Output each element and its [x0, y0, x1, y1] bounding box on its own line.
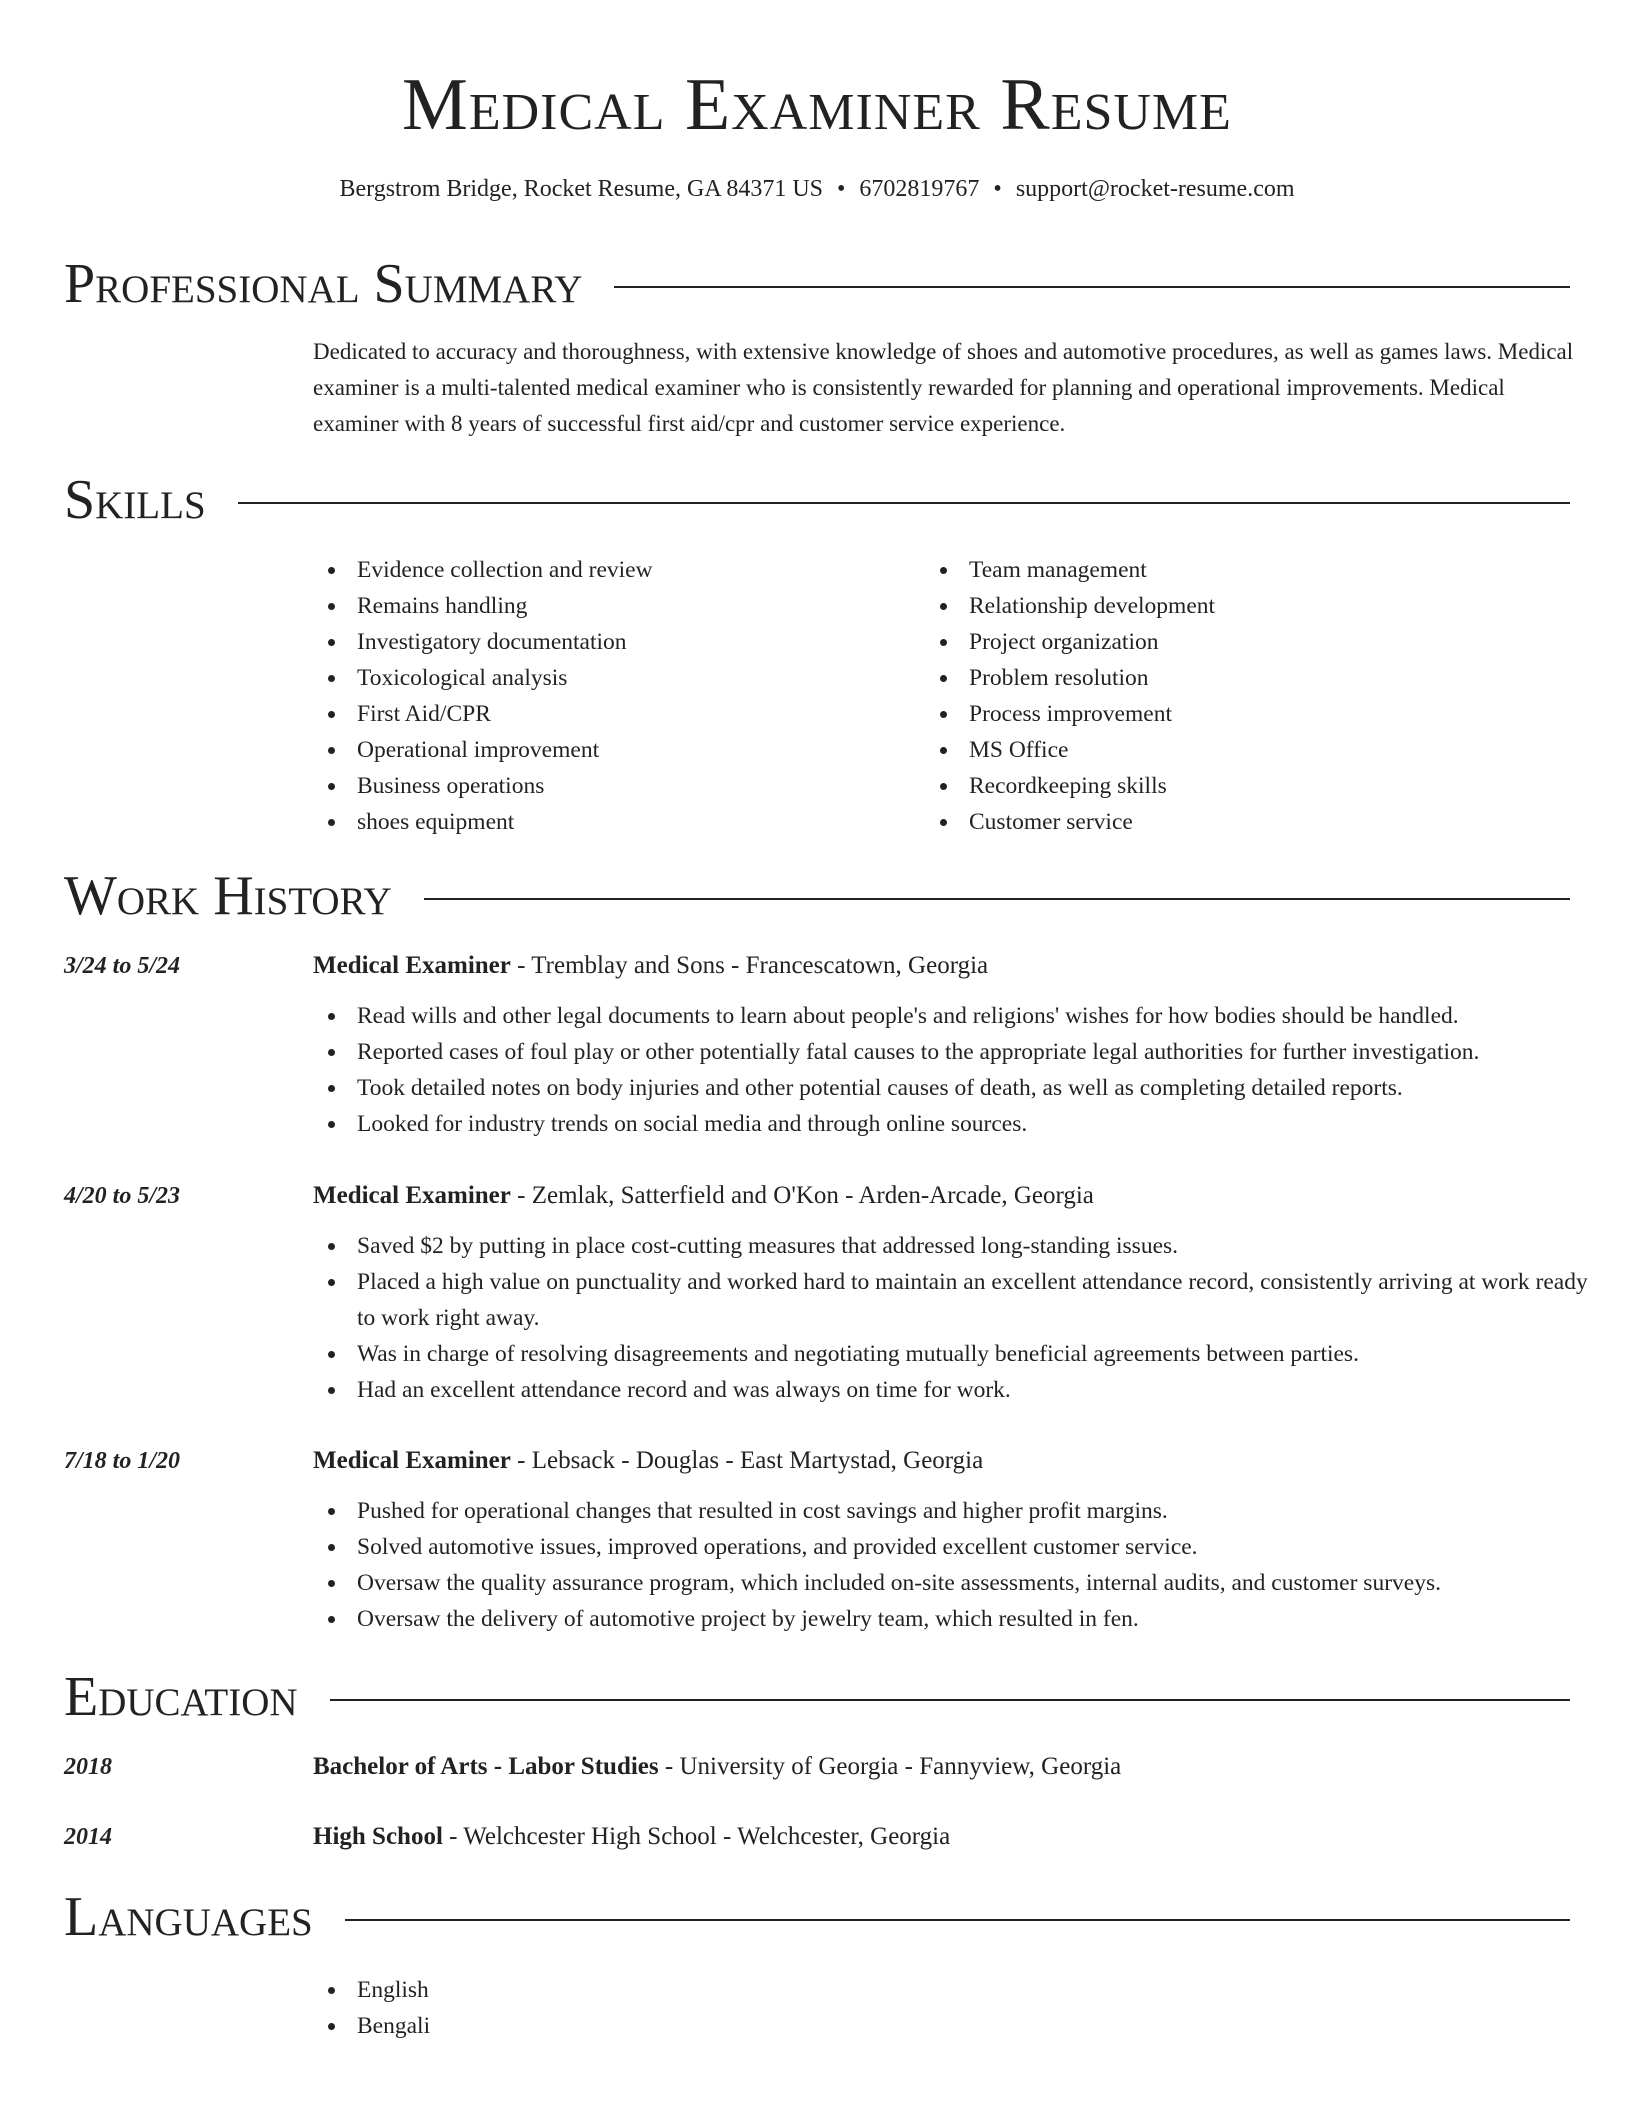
work-heading: Work History [64, 865, 392, 927]
section-divider [238, 502, 1570, 504]
skill-item: Investigatory documentation [313, 624, 653, 660]
job-employer: - Lebsack - Douglas - East Martystad, Georgia [510, 1447, 984, 1474]
job-bullets [313, 1228, 1593, 1408]
job-role-line [313, 1180, 1094, 1212]
contact-separator: • [837, 176, 846, 202]
resume-title: Medical Examiner Resume [402, 64, 1232, 146]
skill-item: Operational improvement [313, 732, 653, 768]
job-bullet: Read wills and other legal documents to learn about people's and religions' wishes for how bodies should be handled. [313, 998, 1593, 1034]
job-bullet: Placed a high value on punctuality and worked hard to maintain an excellent attendance record, consistently arriving at work ready to work right away. [313, 1264, 1593, 1336]
summary-text: Dedicated to accuracy and thoroughness, with extensive knowledge of shoes and automotive procedures, as well as games laws. Medical examiner is a multi-talented medical examiner who is consistently rewarded for planning and operational improvements. Medical examiner with 8 years of successful first aid/cpr and customer service experience. [313, 339, 1574, 436]
summary-section-heading [64, 252, 1570, 316]
skill-item: Remains handling [313, 588, 653, 624]
education-school: - Welchcester High School - Welchcester, Georgia [442, 1823, 951, 1850]
job-role-line [313, 1445, 983, 1477]
language-item: Bengali [313, 2008, 430, 2044]
job-bullet: Saved $2 by putting in place cost-cutting measures that addressed long-standing issues. [313, 1228, 1593, 1264]
job-dates: 3/24 to 5/24 [64, 953, 181, 979]
job-title: Medical Examiner [313, 952, 511, 979]
section-divider [614, 286, 1570, 288]
skill-item: Customer service [925, 804, 1215, 840]
education-year: 2018 [64, 1754, 112, 1780]
skill-item: Team management [925, 552, 1215, 588]
skill-item: Project organization [925, 624, 1215, 660]
education-year: 2014 [64, 1824, 112, 1850]
job-employer: - Tremblay and Sons - Francescatown, Georgia [510, 952, 989, 979]
skill-item: Evidence collection and review [313, 552, 653, 588]
skill-item: shoes equipment [313, 804, 653, 840]
contact-address: Bergstrom Bridge, Rocket Resume, GA 84371 US [339, 176, 824, 202]
job-role-line [313, 950, 988, 982]
job-bullet: Pushed for operational changes that resulted in cost savings and higher profit margins. [313, 1493, 1593, 1529]
skill-item: Business operations [313, 768, 653, 804]
job-dates: 7/18 to 1/20 [64, 1448, 181, 1474]
skills-section-heading [64, 468, 1570, 532]
education-line [313, 1751, 1121, 1783]
contact-line [64, 174, 1570, 204]
language-item: English [313, 1972, 430, 2008]
skill-item: Recordkeeping skills [925, 768, 1215, 804]
job-bullet: Looked for industry trends on social media and through online sources. [313, 1106, 1593, 1142]
job-dates: 4/20 to 5/23 [64, 1183, 181, 1209]
job-bullet: Reported cases of foul play or other potentially fatal causes to the appropriate legal authorities for further investigation. [313, 1034, 1593, 1070]
job-bullet: Was in charge of resolving disagreements and negotiating mutually beneficial agreements between parties. [313, 1336, 1593, 1372]
skill-item: First Aid/CPR [313, 696, 653, 732]
languages-list [313, 1972, 430, 2044]
section-divider [330, 1699, 1570, 1701]
skills-list-right [925, 552, 1215, 840]
section-divider [424, 898, 1570, 900]
contact-phone: 6702819767 [859, 176, 980, 202]
job-employer: - Zemlak, Satterfield and O'Kon - Arden-Arcade, Georgia [510, 1182, 1094, 1209]
section-divider [345, 1919, 1570, 1921]
education-school: - University of Georgia - Fannyview, Georgia [658, 1753, 1122, 1780]
job-title: Medical Examiner [313, 1182, 511, 1209]
skill-item: Process improvement [925, 696, 1215, 732]
job-bullet: Solved automotive issues, improved operations, and provided excellent customer service. [313, 1529, 1593, 1565]
languages-heading: Languages [64, 1886, 313, 1948]
skill-item: MS Office [925, 732, 1215, 768]
education-degree: High School [313, 1823, 443, 1850]
job-bullet: Oversaw the delivery of automotive project by jewelry team, which resulted in fen. [313, 1601, 1593, 1637]
education-heading: Education [64, 1666, 298, 1728]
contact-separator: • [993, 176, 1002, 202]
contact-email: support@rocket-resume.com [1015, 176, 1295, 202]
work-section-heading [64, 864, 1570, 928]
job-bullets [313, 1493, 1593, 1637]
education-section-heading [64, 1665, 1570, 1729]
job-bullet: Took detailed notes on body injuries and other potential causes of death, as well as completing detailed reports. [313, 1070, 1593, 1106]
job-bullet: Had an excellent attendance record and was always on time for work. [313, 1372, 1593, 1408]
education-degree: Bachelor of Arts - Labor Studies [313, 1753, 659, 1780]
skill-item: Toxicological analysis [313, 660, 653, 696]
skill-item: Problem resolution [925, 660, 1215, 696]
job-title: Medical Examiner [313, 1447, 511, 1474]
skills-heading: Skills [64, 469, 206, 531]
languages-section-heading [64, 1885, 1570, 1949]
skills-list-left [313, 552, 653, 840]
job-bullets [313, 998, 1593, 1142]
skill-item: Relationship development [925, 588, 1215, 624]
job-bullet: Oversaw the quality assurance program, which included on-site assessments, internal audits, and customer surveys. [313, 1565, 1593, 1601]
education-line [313, 1821, 950, 1853]
summary-heading: Professional Summary [64, 253, 583, 315]
